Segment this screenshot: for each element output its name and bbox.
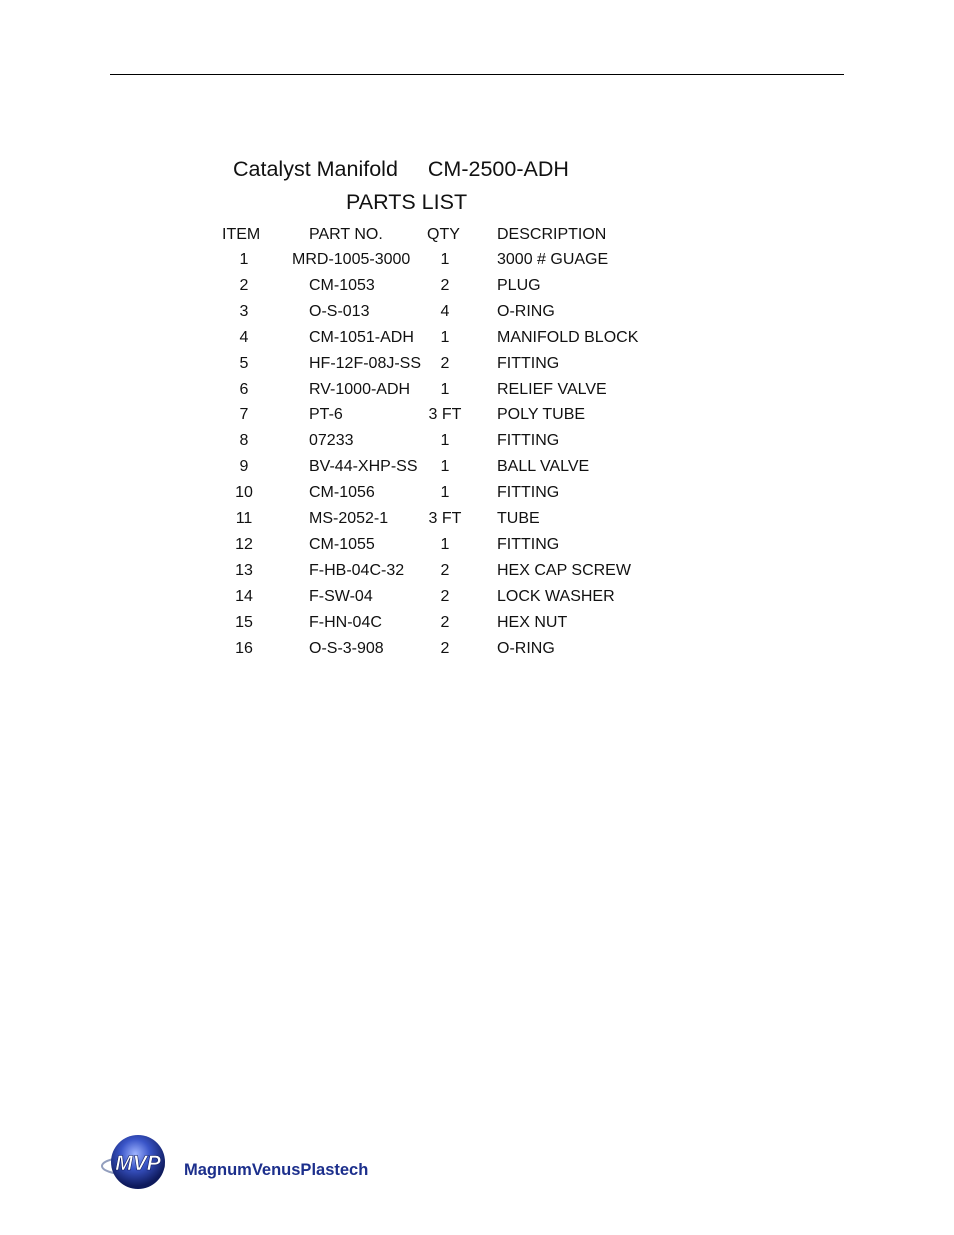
table-cell-part-no: CM-1056 (309, 484, 375, 502)
table-cell-qty: 4 (440, 302, 450, 320)
table-cell-part-no: CM-1055 (309, 535, 375, 553)
table-cell-qty: 1 (440, 484, 450, 502)
table-cell-qty: 2 (440, 276, 450, 294)
table-cell-item: 2 (239, 276, 249, 294)
table-cell-part-no: O-S-013 (309, 302, 370, 320)
table-cell-item: 8 (239, 432, 249, 450)
table-cell-part-no: F-HB-04C-32 (309, 561, 405, 579)
table-cell-item: 15 (235, 613, 253, 631)
table-cell-description: TUBE (497, 510, 540, 527)
table-cell-description: FITTING (497, 432, 560, 450)
table-cell-part-no: O-S-3-908 (309, 639, 384, 657)
table-cell-item: 16 (235, 639, 253, 657)
table-cell-qty: 1 (440, 458, 450, 476)
table-cell-item: 9 (239, 458, 249, 476)
table-cell-qty: 2 (440, 639, 450, 657)
column-header-part-no: PART NO. (309, 226, 383, 243)
table-cell-qty: 3 FT (428, 510, 462, 527)
table-cell-item: 5 (239, 354, 249, 372)
page-subtitle: PARTS LIST (346, 190, 468, 214)
table-cell-description: LOCK WASHER (497, 587, 615, 605)
table-cell-qty: 1 (440, 380, 450, 398)
table-cell-part-no: CM-1051-ADH (309, 328, 414, 346)
table-cell-description: 3000 # GUAGE (497, 251, 609, 268)
table-cell-part-no: MS-2052-1 (309, 510, 389, 527)
table-cell-item: 7 (239, 406, 249, 424)
table-cell-part-no: BV-44-XHP-SS (309, 458, 418, 476)
table-cell-item: 12 (235, 535, 253, 553)
table-cell-part-no: MRD-1005-3000 (292, 251, 411, 268)
table-cell-description: HEX CAP SCREW (497, 561, 631, 579)
table-cell-qty: 1 (440, 432, 450, 450)
title-part: Catalyst Manifold (233, 157, 398, 181)
table-cell-part-no: RV-1000-ADH (309, 380, 411, 398)
table-cell-description: RELIEF VALVE (497, 380, 607, 398)
title-model: CM-2500-ADH (427, 157, 569, 181)
table-cell-item: 6 (239, 380, 249, 398)
table-cell-description: FITTING (497, 484, 560, 502)
table-cell-part-no: PT-6 (309, 406, 343, 424)
column-header-description: DESCRIPTION (497, 226, 607, 243)
table-cell-description: PLUG (497, 276, 541, 294)
page-title (233, 157, 569, 182)
table-cell-part-no: F-HN-04C (309, 613, 382, 631)
column-header-item: ITEM (222, 226, 261, 243)
table-cell-description: FITTING (497, 535, 560, 553)
table-cell-item: 10 (235, 484, 253, 502)
table-cell-qty: 1 (440, 535, 450, 553)
table-cell-item: 3 (239, 302, 249, 320)
table-cell-item: 13 (235, 561, 253, 579)
table-cell-description: MANIFOLD BLOCK (497, 328, 639, 346)
logo-badge: MVP (115, 1152, 161, 1175)
table-cell-qty: 2 (440, 613, 450, 631)
table-cell-description: POLY TUBE (497, 406, 586, 424)
table-cell-item: 4 (239, 328, 249, 346)
table-cell-part-no: F-SW-04 (309, 587, 373, 605)
logo-name: MagnumVenusPlastech (184, 1161, 369, 1179)
table-cell-description: O-RING (497, 302, 555, 320)
table-cell-qty: 2 (440, 354, 450, 372)
table-cell-qty: 1 (440, 251, 450, 268)
table-cell-part-no: CM-1053 (309, 276, 375, 294)
column-header-qty: QTY (427, 226, 460, 243)
table-cell-description: BALL VALVE (497, 458, 590, 476)
table-cell-description: FITTING (497, 354, 560, 372)
table-cell-item: 14 (235, 587, 253, 605)
company-logo (100, 1132, 390, 1194)
table-cell-qty: 1 (440, 328, 450, 346)
table-cell-qty: 2 (440, 561, 450, 579)
table-cell-part-no: 07233 (309, 432, 354, 450)
header-rule (110, 74, 844, 75)
table-cell-description: O-RING (497, 639, 555, 657)
table-cell-qty: 3 FT (428, 406, 462, 424)
table-cell-item: 11 (235, 510, 253, 527)
table-cell-qty: 2 (440, 587, 450, 605)
table-cell-part-no: HF-12F-08J-SS (309, 354, 422, 372)
table-cell-description: HEX NUT (497, 613, 568, 631)
table-cell-item: 1 (239, 251, 249, 268)
